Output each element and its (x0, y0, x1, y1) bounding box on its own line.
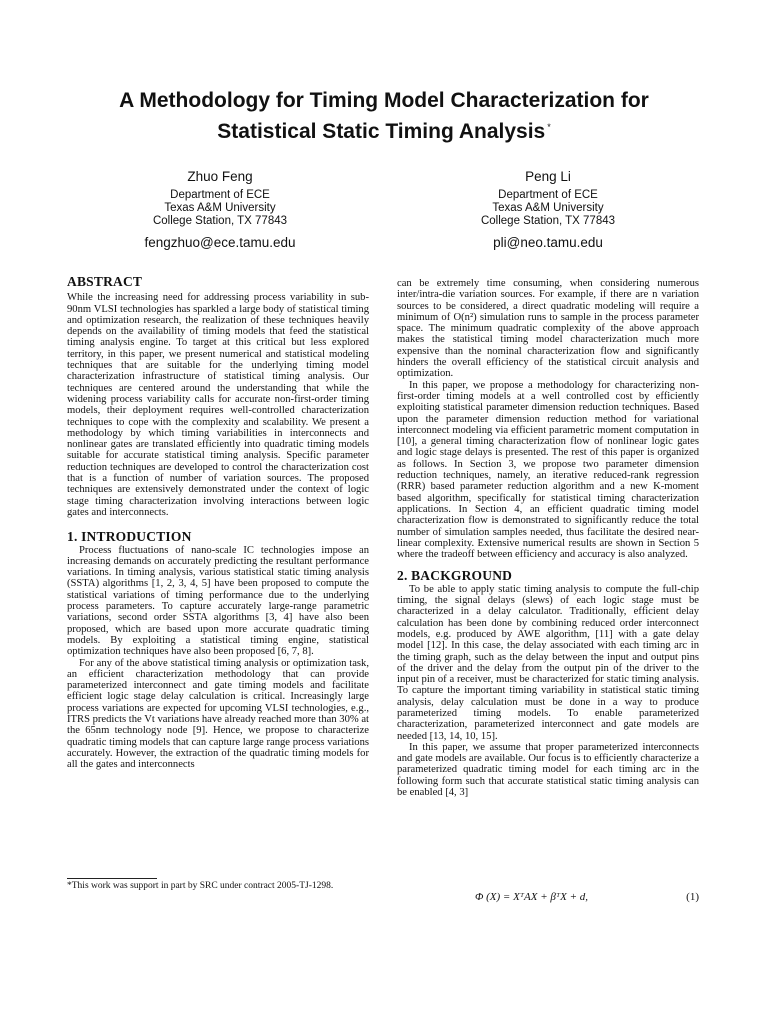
title-footnote-mark: * (547, 122, 551, 132)
intro-paragraph-1: Process fluctuations of nano-scale IC technologies impose an increasing demands on accurately predicting the resultant performance variations. In timing analysis, various statistical static timing analysis (SSTA) algorithms [1, 2, 3, 4, 5] have been proposed to compute the statistical variations of timing performance due to the underlying process parameters. To capture accurately large-range parametric variations, second order SSTA algorithms [3, 4] have also been proposed, which are based upon more accurate quadratic timing models. By exploiting a statistical timing engine, statistical optimization techniques have also been proposed [6, 7, 8]. (67, 544, 369, 658)
left-column (67, 276, 369, 770)
abstract-heading: ABSTRACT (67, 274, 143, 289)
author-email: fengzhuo@ece.tamu.edu (144, 235, 296, 250)
abstract-text: While the increasing need for addressing process variability in sub-90nm VLSI technologies has sparkled a large body of statistical timing and optimization research, the realization of these techniques heavily depends on the availability of timing models that feed the statistical timing analysis engine. To target at this critical but less explored territory, in this paper, we present numerical and statistical modeling techniques that are suitable for the underlying timing model characterization infrastructure of statistical timing analysis. Our techniques are centered around the understanding that while the widening process variability calls for accurate non-first-order timing models, their deployment requires well-controlled characterization techniques to cope with the complexity and scalability. We present a methodology by which timing variabilities in interconnects and nonlinear gates are translated efficiently into quadratic timing models suitable for accurate statistical timing analysis. Specific parameter reduction techniques are developed to control the characterization cost that is a function of number of variation sources. The proposed techniques are extensively demonstrated under the context of logic stage timing characterization involving interactions between logic gates and interconnects. (67, 292, 369, 518)
right-paragraph-1: can be extremely time consuming, when considering numerous inter/intra-die variation sources. For example, if there are n variation sources to be considered, a direct quadratic modeling will require a minimum of O(n²) simulation runs to sample in the process parameter space. The minimum quadratic complexity of the above approach makes the statistical timing model characterization much more expensive than the nominal characterization flow and significantly hinders the overall efficiency of the statistical circuit analysis and optimization. (397, 278, 699, 380)
author-block-2 (418, 170, 678, 249)
equation-expression: Φ (X) = XᵀAX + βᵀX + d, (475, 891, 589, 903)
author-city: College Station, TX 77843 (480, 215, 616, 227)
background-paragraph-1: To be able to apply static timing analysis to compute the full-chip timing, the signal delays (slews) of each logic stage must be characterized in a delay calculator. Traditionally, efficient delay calculation has been done by combining reduced order interconnect models, e.g. produced by AWE algorithm, [11] with a gate delay model [12]. In this case, the delay associated with each timing arc in the timing graph, such as the delay between the input and output pins of the driver and the delay from the output pin of the driver to the input pin of a receiver, must be characterized for static timing analysis. To capture the important timing variability in statistical static timing analysis, delay calculation must be done in a way to produce parameterized timing models. To enable parameterized characterization, parameterized interconnect and gate models are needed [13, 14, 10, 15]. (397, 583, 699, 742)
author-dept: Department of ECE (498, 189, 598, 201)
title-line-2: Statistical Static Timing Analysis * (217, 120, 551, 143)
author-dept: Department of ECE (170, 189, 270, 201)
intro-paragraph-2: For any of the above statistical timing analysis or optimization task, an efficient characterization methodology that can provide parameterized interconnect and gate timing models and facilitate efficient logic stage delay calculation is critical. Increasingly large process variations are expected for upcoming VLSI technologies, e.g., ITRS predicts the Vt variations have already reached more than 30% at the 65nm technology node [9]. Hence, we propose to characterize quadratic timing models that can capture large range process variations accurately. However, the extraction of the quadratic timing models for all the gates and interconnects (67, 657, 369, 771)
title-line-1: A Methodology for Timing Model Characterization for (119, 89, 649, 112)
footnote-rule (67, 878, 157, 879)
background-heading: 2. BACKGROUND (397, 568, 513, 584)
right-paragraph-2: In this paper, we propose a methodology for characterizing non-first-order timing models at a well controlled cost by efficiently exploiting statistical parameter dimension reduction techniques. Based upon the parameter dimension reduction method for variational interconnect modeling via efficient parametric moment computation in [10], a general timing characterization flow of nonlinear logic gates and logic stage delays is presented. The rest of this paper is organized as follows. In Section 3, we propose two parameter dimension reduction techniques, namely, an iterative reduced-rank regression (RRR) based parameter reduction algorithm and a new K-moment based algorithm, specifically for statistical timing characterization applications. In Section 4, an efficient quadratic timing model characterization flow is demonstrated to significantly reduce the total number of simulation samples needed, thus facilitate the desired near-linear complexity. Extensive numerical results are shown in Section 5 where the tradeoff between efficiency and accuracy is also analyzed. (397, 379, 699, 561)
introduction-heading: 1. INTRODUCTION (67, 529, 192, 545)
footnote: *This work was support in part by SRC under contract 2005-TJ-1298. (67, 881, 334, 891)
author-name: Peng Li (525, 169, 571, 184)
author-university: Texas A&M University (164, 202, 276, 214)
author-city: College Station, TX 77843 (152, 215, 288, 227)
author-name: Zhuo Feng (187, 169, 253, 184)
background-paragraph-2: In this paper, we assume that proper parameterized interconnects and gate models are available. Our focus is to efficiently characterize a parameterized quadratic timing model for each timing arc in the following form such that accurate statistical static timing analysis can be enabled [4, 3] (397, 741, 699, 799)
equation-number: (1) (686, 891, 699, 903)
author-university: Texas A&M University (492, 202, 604, 214)
author-email: pli@neo.tamu.edu (493, 235, 603, 250)
right-column (397, 278, 699, 798)
paper-title (40, 88, 728, 145)
author-block-1 (90, 170, 350, 249)
